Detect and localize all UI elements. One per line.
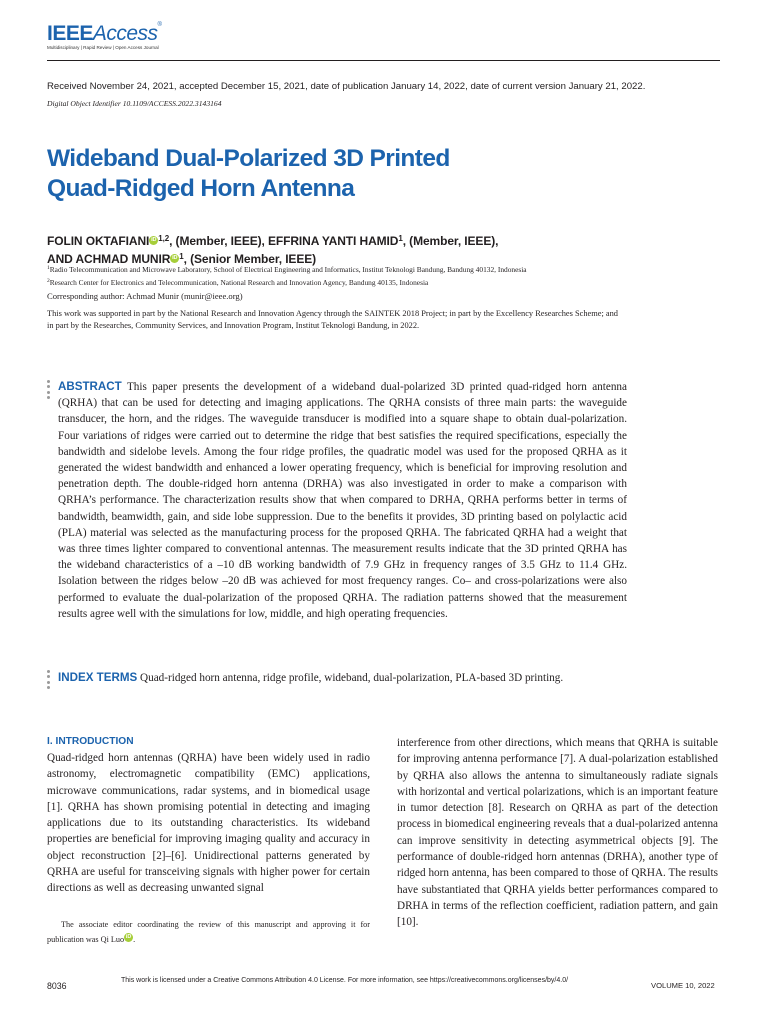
author-affil-sup: 1 [398, 234, 403, 243]
abstract-marker-icon [47, 380, 50, 402]
intro-right-column: interference from other directions, which means that QRHA is suitable for improving antenna performance [7]. A dual-polarization established by QRHA also allows the antenna to simultaneously radiate signals with horizontal and vertical polarizations, which is an important feature in tumor detection [8]. Research on QRHA as part of the detection process in biomedical engineering reveals that a dual-polarized antenna can improve sensitivity in detecting asymmetrical objects [9]. The performance of double-ridged horn antennas (DRHA), another type of ridged horn antenna, has been compared to those of QRHA. The results have substantiated that QRHA yields better performances compared to DRHA in terms of the reflection coefficient, radiation pattern, and gain [10]. [397, 737, 718, 929]
volume-info: VOLUME 10, 2022 [651, 981, 715, 990]
orcid-icon[interactable]: iD [172, 255, 178, 261]
intro-left-column: Quad-ridged horn antennas (QRHA) have been widely used in radio astronomy, electromagnetic compatibility (EMC) applications, microwave communications, radar systems, and in biomedical usage [1]. QRHA has shown promising potential in detecting and imaging applications due to its outstanding characteristics. Its wideband properties are beneficial for improving imaging quality and accuracy in object reconstruction [2]–[6]. Unidirectional patterns generated by QRHA are useful for transceiving signals with higher power for certain directions as well as decreasing unwanted signal [47, 752, 370, 895]
author-role: , (Senior Member, IEEE) [183, 252, 317, 266]
doi: Digital Object Identifier 10.1109/ACCESS.2022.3143164 [47, 99, 222, 108]
abstract-text: This paper presents the development of a wideband dual-polarized 3D printed quad-ridged horn antenna (QRHA) that can be used for detecting and imaging applications. The QRHA consists of three main parts: the waveguide transducer, the horn, and the ridges. The waveguide transducer is modified into a square shape to obtain dual-polarization. Four variations of ridges were carried out to determine the ridge that best satisfies the required specifications, especially the bandwidth and sidelobe levels. Among the four ridge profiles, the quadratic model was used for the proposed QRHA as it generated the widest bandwidth and enhanced a lower operating frequency, which is beneficial for improving resolution and penetration depth. The double-ridged horn antenna (DRHA) was also investigated in order to make a comparison with QRHA’s performance. The characterization results show that when compared to DRHA, QRHA performs better in terms of bandwidth, beamwidth, gain, and side lobe suppression. Due to the benefits it provides, 3D printing based on polylactic acid (PLA) material was selected as the manufacturing process for the proposed QRHA. The fabricated QRHA had a weight that was three times lighter compared to conventional antennas. The measurement results indicate that the 3D printed QRHA has the wideband characteristics of a –10 dB working bandwidth of 7.9 GHz in frequency ranges of 3.5 GHz to 11.4 GHz. Isolation between the ridges below –20 dB was achieved for most frequency ranges. Co– and cross-polarizations were also performed to evaluate the dual-polarization of the proposed QRHA. The radiation patterns showed that the measurement results agree well with the simulations for low, middle, and high operating frequencies. [58, 381, 627, 620]
author-name: AND ACHMAD MUNIR [47, 252, 171, 266]
logo-trademark: ® [157, 22, 162, 28]
author-list [47, 231, 667, 267]
affiliation-2 [47, 276, 727, 289]
affiliation-number: 1 [47, 265, 50, 271]
affiliation-text: Research Center for Electronics and Telecommunication, National Research and Innovation Agency, Bandung 40135, Indonesia [49, 277, 429, 287]
header-rule [47, 60, 720, 61]
title-line-1: Wideband Dual-Polarized 3D Printed [47, 145, 450, 172]
author-role: , (Member, IEEE), [169, 234, 268, 248]
author-name: FOLIN OKTAFIANI [47, 234, 150, 248]
affiliation-1 [47, 263, 727, 276]
footnote-end: . [133, 934, 136, 944]
footnote-text: The associate editor coordinating the review of this manuscript and approving it for publication was Qi Luo [47, 920, 370, 944]
abstract-heading: ABSTRACT [58, 380, 122, 393]
license-notice: This work is licensed under a Creative Commons Attribution 4.0 License. For more information, see https://creativecommons.org/licenses/by/4.0/ [121, 977, 569, 984]
author-name: EFFRINA YANTI HAMID [268, 234, 399, 248]
author-line-1 [47, 231, 667, 249]
received-dates: Received November 24, 2021, accepted December 15, 2021, date of publication January 14, 2022, date of current version January 21, 2022. [47, 81, 646, 92]
logo-ieee: IEEE [47, 22, 93, 45]
section-heading: I. INTRODUCTION [47, 736, 134, 747]
journal-tagline: Multidisciplinary | Rapid Review | Open Access Journal [47, 45, 159, 50]
author-affil-sup: 1 [179, 252, 184, 261]
author-role: , (Member, IEEE), [402, 234, 499, 248]
funding-statement: This work was supported in part by the National Research and Innovation Agency through the SAINTEK 2018 Project; in part by the Excellency Researches Scheme; and in part by the Researches, Community Services, and Innovation Program, Institut Teknologi Bandung, in 2022. [47, 309, 618, 331]
index-terms [58, 670, 627, 686]
author-affil-sup: 1,2 [158, 234, 170, 243]
corresponding-author: Corresponding author: Achmad Munir (munir@ieee.org) [47, 291, 243, 301]
journal-logo [47, 22, 162, 46]
index-terms-text: Quad-ridged horn antenna, ridge profile, wideband, dual-polarization, PLA-based 3D printing. [140, 672, 564, 684]
paper-title [47, 144, 647, 204]
abstract [58, 379, 627, 622]
title-line-2: Quad-Ridged Horn Antenna [47, 175, 355, 202]
page-number: 8036 [47, 981, 67, 991]
editor-footnote [47, 918, 370, 947]
affiliation-text: Radio Telecommunication and Microwave Laboratory, School of Electrical Engineering and Informatics, Institut Teknologi Bandung, Bandung 40132, Indonesia [49, 265, 527, 274]
logo-access: Access [92, 22, 158, 45]
orcid-icon[interactable]: iD [125, 933, 132, 940]
index-terms-marker-icon [47, 670, 50, 692]
affiliation-number: 2 [47, 277, 50, 284]
affiliations [47, 263, 727, 288]
orcid-icon[interactable]: iD [151, 237, 157, 243]
index-terms-heading: INDEX TERMS [58, 671, 138, 684]
